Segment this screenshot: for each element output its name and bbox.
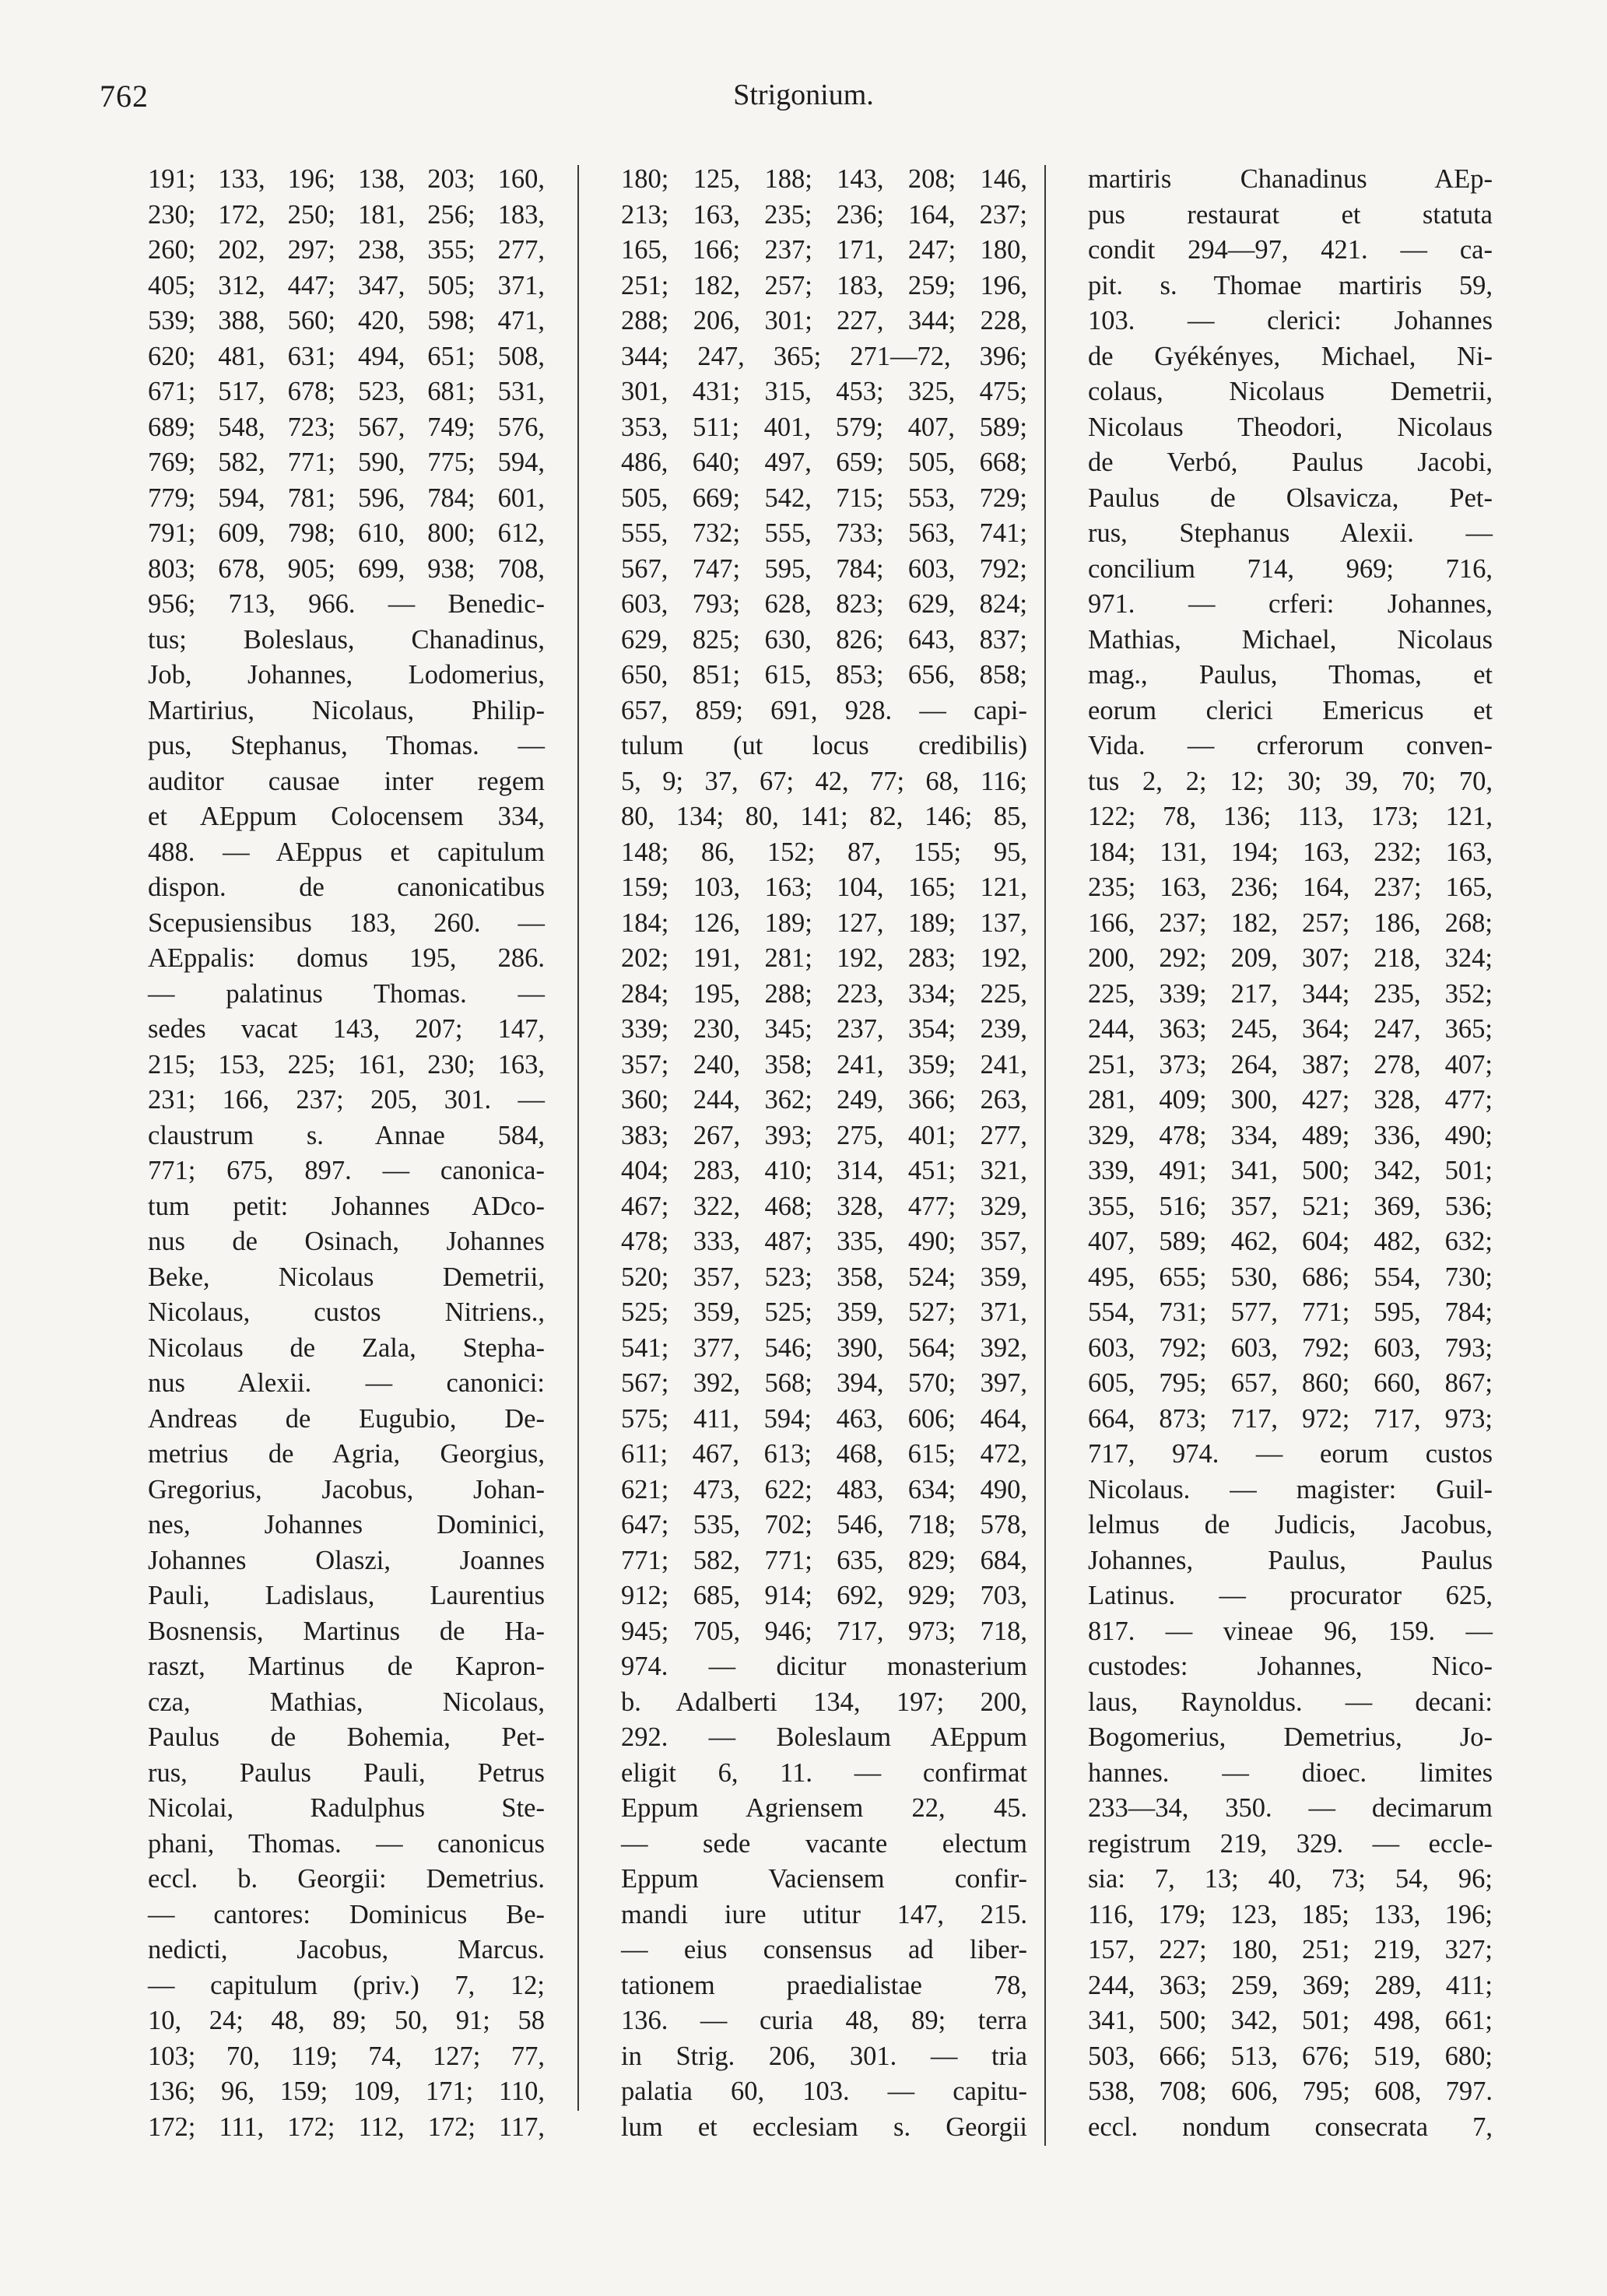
index-line: 200, 292; 209, 307; 218, 324;	[1088, 943, 1493, 973]
index-line: 5, 9; 37, 67; 42, 77; 68, 116;	[621, 766, 1027, 796]
index-line: palatia 60, 103. — capitu-	[621, 2077, 1027, 2106]
index-line: mag., Paulus, Thomas, et	[1088, 660, 1493, 690]
index-line: 136. — curia 48, 89; terra	[621, 2006, 1027, 2035]
index-line: b. Adalberti 134, 197; 200,	[621, 1687, 1027, 1717]
index-line: custodes: Johannes, Nico-	[1088, 1652, 1493, 1681]
index-line: — capitulum (priv.) 7, 12;	[148, 1970, 545, 2000]
index-line: tationem praedialistae 78,	[621, 1970, 1027, 2000]
index-line: pus restaurat et statuta	[1088, 199, 1493, 230]
index-line: 769; 582, 771; 590, 775; 594,	[148, 448, 545, 477]
index-line: Eppum Vaciensem confir-	[621, 1864, 1027, 1894]
index-line: AEppalis: domus 195, 286.	[148, 943, 545, 973]
index-line: eccl. b. Georgii: Demetrius.	[148, 1864, 545, 1894]
index-line: raszt, Martinus de Kapron-	[148, 1652, 545, 1681]
column-divider	[1044, 165, 1046, 2146]
index-line: Latinus. — procurator 625,	[1088, 1581, 1493, 1610]
index-line: 353, 511; 401, 579; 407, 589;	[621, 412, 1027, 442]
index-line: 230; 172, 250; 181, 256; 183,	[148, 199, 545, 230]
index-line: 611; 467, 613; 468, 615; 472,	[621, 1439, 1027, 1469]
index-line: 912; 685, 914; 692, 929; 703,	[621, 1581, 1027, 1610]
index-line: eorum clerici Emericus et	[1088, 695, 1493, 725]
index-line: 136; 96, 159; 109, 171; 110,	[148, 2077, 545, 2106]
index-line: 671; 517, 678; 523, 681; 531,	[148, 377, 545, 406]
index-line: 10, 24; 48, 89; 50, 91; 58	[148, 2006, 545, 2035]
index-line: lum et ecclesiam s. Georgii	[621, 2112, 1027, 2142]
index-line: 717, 974. — eorum custos	[1088, 1439, 1493, 1469]
index-line: 341, 500; 342, 501; 498, 661;	[1088, 2006, 1493, 2035]
index-line: Mathias, Michael, Nicolaus	[1088, 624, 1493, 655]
index-line: rus, Stephanus Alexii. —	[1088, 518, 1493, 548]
index-line: auditor causae inter regem	[148, 766, 545, 796]
index-line: 567, 747; 595, 784; 603, 792;	[621, 553, 1027, 584]
index-line: 281, 409; 300, 427; 328, 477;	[1088, 1085, 1493, 1115]
index-line: 539; 388, 560; 420, 598; 471,	[148, 306, 545, 335]
index-line: Gregorius, Jacobus, Johan-	[148, 1474, 545, 1504]
index-line: eccl. nondum consecrata 7,	[1088, 2112, 1493, 2142]
index-line: nus Alexii. — canonici:	[148, 1368, 545, 1398]
index-line: 103. — clerici: Johannes	[1088, 306, 1493, 335]
index-line: 184; 126, 189; 127, 189; 137,	[621, 908, 1027, 938]
index-line: Paulus de Olsavicza, Pet-	[1088, 483, 1493, 513]
index-line: Scepusiensibus 183, 260. —	[148, 908, 545, 938]
index-line: 357; 240, 358; 241, 359; 241,	[621, 1049, 1027, 1080]
index-line: 165, 166; 237; 171, 247; 180,	[621, 235, 1027, 265]
index-line: 166, 237; 182, 257; 186, 268;	[1088, 908, 1493, 938]
index-line: 650, 851; 615, 853; 656, 858;	[621, 660, 1027, 690]
index-line: 603, 793; 628, 823; 629, 824;	[621, 589, 1027, 619]
index-line: 383; 267, 393; 275, 401; 277,	[621, 1120, 1027, 1150]
index-line: Nicolaus, custos Nitriens.,	[148, 1297, 545, 1327]
index-line: 554, 731; 577, 771; 595, 784;	[1088, 1297, 1493, 1327]
index-line: 538, 708; 606, 795; 608, 797.	[1088, 2077, 1493, 2106]
index-line: nedicti, Jacobus, Marcus.	[148, 1935, 545, 1964]
index-line: 791; 609, 798; 610, 800; 612,	[148, 518, 545, 548]
index-line: 621; 473, 622; 483, 634; 490,	[621, 1474, 1027, 1504]
index-line: 233—34, 350. — decimarum	[1088, 1793, 1493, 1823]
index-line: 467; 322, 468; 328, 477; 329,	[621, 1191, 1027, 1221]
index-line: 215; 153, 225; 161, 230; 163,	[148, 1049, 545, 1080]
index-line: 779; 594, 781; 596, 784; 601,	[148, 483, 545, 513]
index-line: 771; 582, 771; 635, 829; 684,	[621, 1545, 1027, 1575]
index-line: — palatinus Thomas. —	[148, 978, 545, 1009]
index-line: Job, Johannes, Lodomerius,	[148, 660, 545, 690]
index-line: eligit 6, 11. — confirmat	[621, 1757, 1027, 1788]
index-line: Vida. — crferorum conven-	[1088, 731, 1493, 760]
index-line: Nicolai, Radulphus Ste-	[148, 1793, 545, 1823]
index-line: Nicolaus. — magister: Guil-	[1088, 1474, 1493, 1504]
index-line: 180; 125, 188; 143, 208; 146,	[621, 164, 1027, 194]
index-line: 159; 103, 163; 104, 165; 121,	[621, 872, 1027, 902]
index-line: claustrum s. Annae 584,	[148, 1120, 545, 1150]
index-column-3	[1088, 162, 1493, 2145]
index-line: cza, Mathias, Nicolaus,	[148, 1687, 545, 1717]
index-line: 292. — Boleslaum AEppum	[621, 1722, 1027, 1752]
index-line: Bosnensis, Martinus de Ha-	[148, 1616, 545, 1646]
index-line: Nicolaus Theodori, Nicolaus	[1088, 412, 1493, 442]
column-divider	[577, 165, 579, 2111]
index-line: 488. — AEppus et capitulum	[148, 837, 545, 867]
index-line: tum petit: Johannes ADco-	[148, 1191, 545, 1221]
index-line: 80, 134; 80, 141; 82, 146; 85,	[621, 802, 1027, 831]
index-line: Andreas de Eugubio, De-	[148, 1403, 545, 1434]
index-line: 525; 359, 525; 359, 527; 371,	[621, 1297, 1027, 1327]
index-line: 235; 163, 236; 164, 237; 165,	[1088, 872, 1493, 902]
index-column-1	[148, 162, 545, 2145]
index-line: rus, Paulus Pauli, Petrus	[148, 1757, 545, 1788]
index-line: 486, 640; 497, 659; 505, 668;	[621, 448, 1027, 477]
index-line: 495, 655; 530, 686; 554, 730;	[1088, 1262, 1493, 1292]
index-line: 213; 163, 235; 236; 164, 237;	[621, 199, 1027, 230]
index-line: 344; 247, 365; 271—72, 396;	[621, 341, 1027, 371]
index-line: Paulus de Bohemia, Pet-	[148, 1722, 545, 1752]
index-line: nes, Johannes Dominici,	[148, 1510, 545, 1539]
index-line: Johannes Olaszi, Joannes	[148, 1545, 545, 1575]
index-line: 689; 548, 723; 567, 749; 576,	[148, 412, 545, 442]
page-number: 762	[100, 79, 149, 114]
index-line: 148; 86, 152; 87, 155; 95,	[621, 837, 1027, 867]
index-line: Bogomerius, Demetrius, Jo-	[1088, 1722, 1493, 1752]
index-line: 122; 78, 136; 113, 173; 121,	[1088, 802, 1493, 831]
index-line: de Verbó, Paulus Jacobi,	[1088, 448, 1493, 477]
index-line: metrius de Agria, Georgius,	[148, 1439, 545, 1469]
index-line: Pauli, Ladislaus, Laurentius	[148, 1581, 545, 1610]
index-line: 971. — crferi: Johannes,	[1088, 589, 1493, 619]
index-line: 260; 202, 297; 238, 355; 277,	[148, 235, 545, 265]
index-line: 575; 411, 594; 463, 606; 464,	[621, 1403, 1027, 1434]
index-line: in Strig. 206, 301. — tria	[621, 2041, 1027, 2071]
index-line: Eppum Agriensem 22, 45.	[621, 1793, 1027, 1823]
index-line: 284; 195, 288; 223, 334; 225,	[621, 978, 1027, 1009]
index-line: 244, 363; 245, 364; 247, 365;	[1088, 1014, 1493, 1044]
index-line: 103; 70, 119; 74, 127; 77,	[148, 2041, 545, 2071]
index-line: 817. — vineae 96, 159. —	[1088, 1616, 1493, 1646]
index-line: — cantores: Dominicus Be-	[148, 1899, 545, 1929]
index-line: 301, 431; 315, 453; 325, 475;	[621, 377, 1027, 406]
index-line: 360; 244, 362; 249, 366; 263,	[621, 1085, 1027, 1115]
index-line: et AEppum Colocensem 334,	[148, 802, 545, 831]
index-line: 172; 111, 172; 112, 172; 117,	[148, 2112, 545, 2142]
index-line: 664, 873; 717, 972; 717, 973;	[1088, 1403, 1493, 1434]
index-line: sedes vacat 143, 207; 147,	[148, 1014, 545, 1044]
index-line: — eius consensus ad liber-	[621, 1935, 1027, 1964]
index-line: sia: 7, 13; 40, 73; 54, 96;	[1088, 1864, 1493, 1894]
index-line: Johannes, Paulus, Paulus	[1088, 1545, 1493, 1575]
index-line: 478; 333, 487; 335, 490; 357,	[621, 1227, 1027, 1256]
index-line: 202; 191, 281; 192, 283; 192,	[621, 943, 1027, 973]
index-line: Beke, Nicolaus Demetrii,	[148, 1262, 545, 1292]
index-line: 803; 678, 905; 699, 938; 708,	[148, 553, 545, 584]
index-line: 974. — dicitur monasterium	[621, 1652, 1027, 1681]
index-line: 191; 133, 196; 138, 203; 160,	[148, 164, 545, 194]
index-line: 605, 795; 657, 860; 660, 867;	[1088, 1368, 1493, 1398]
index-line: 339; 230, 345; 237, 354; 239,	[621, 1014, 1027, 1044]
index-line: 405; 312, 447; 347, 505; 371,	[148, 270, 545, 300]
index-line: 355, 516; 357, 521; 369, 536;	[1088, 1191, 1493, 1221]
index-line: 629, 825; 630, 826; 643, 837;	[621, 624, 1027, 655]
index-line: pit. s. Thomae martiris 59,	[1088, 270, 1493, 300]
index-line: registrum 219, 329. — eccle-	[1088, 1828, 1493, 1859]
index-line: tus; Boleslaus, Chanadinus,	[148, 624, 545, 655]
index-line: — sede vacante electum	[621, 1828, 1027, 1859]
index-line: pus, Stephanus, Thomas. —	[148, 731, 545, 760]
index-line: 251, 373; 264, 387; 278, 407;	[1088, 1049, 1493, 1080]
index-line: nus de Osinach, Johannes	[148, 1227, 545, 1256]
index-line: 244, 363; 259, 369; 289, 411;	[1088, 1970, 1493, 2000]
index-line: 555, 732; 555, 733; 563, 741;	[621, 518, 1027, 548]
index-line: dispon. de canonicatibus	[148, 872, 545, 902]
index-line: 505, 669; 542, 715; 553, 729;	[621, 483, 1027, 513]
index-line: Nicolaus de Zala, Stepha-	[148, 1332, 545, 1363]
index-column-2	[621, 162, 1027, 2145]
running-head: Strigonium.	[733, 79, 874, 111]
index-line: 541; 377, 546; 390, 564; 392,	[621, 1332, 1027, 1363]
index-line: 503, 666; 513, 676; 519, 680;	[1088, 2041, 1493, 2071]
index-line: 404; 283, 410; 314, 451; 321,	[621, 1156, 1027, 1185]
index-line: 157, 227; 180, 251; 219, 327;	[1088, 1935, 1493, 1964]
index-line: 251; 182, 257; 183, 259; 196,	[621, 270, 1027, 300]
index-line: 771; 675, 897. — canonica-	[148, 1156, 545, 1185]
index-line: 567; 392, 568; 394, 570; 397,	[621, 1368, 1027, 1398]
index-line: colaus, Nicolaus Demetrii,	[1088, 377, 1493, 406]
index-line: de Gyékényes, Michael, Ni-	[1088, 341, 1493, 371]
index-line: laus, Raynoldus. — decani:	[1088, 1687, 1493, 1717]
index-line: 603, 792; 603, 792; 603, 793;	[1088, 1332, 1493, 1363]
index-line: Martirius, Nicolaus, Philip-	[148, 695, 545, 725]
index-line: concilium 714, 969; 716,	[1088, 553, 1493, 584]
index-line: 339, 491; 341, 500; 342, 501;	[1088, 1156, 1493, 1185]
index-line: tus 2, 2; 12; 30; 39, 70; 70,	[1088, 766, 1493, 796]
index-line: 184; 131, 194; 163, 232; 163,	[1088, 837, 1493, 867]
index-line: hannes. — dioec. limites	[1088, 1757, 1493, 1788]
index-line: martiris Chanadinus AEp-	[1088, 164, 1493, 194]
index-line: 620; 481, 631; 494, 651; 508,	[148, 341, 545, 371]
index-line: 657, 859; 691, 928. — capi-	[621, 695, 1027, 725]
index-line: mandi iure utitur 147, 215.	[621, 1899, 1027, 1929]
index-line: 225, 339; 217, 344; 235, 352;	[1088, 978, 1493, 1009]
index-line: 956; 713, 966. — Benedic-	[148, 589, 545, 619]
index-line: condit 294—97, 421. — ca-	[1088, 235, 1493, 265]
index-line: 520; 357, 523; 358, 524; 359,	[621, 1262, 1027, 1292]
index-line: 116, 179; 123, 185; 133, 196;	[1088, 1899, 1493, 1929]
index-line: 647; 535, 702; 546, 718; 578,	[621, 1510, 1027, 1539]
index-line: 407, 589; 462, 604; 482, 632;	[1088, 1227, 1493, 1256]
index-line: phani, Thomas. — canonicus	[148, 1828, 545, 1859]
index-line: tulum (ut locus credibilis)	[621, 731, 1027, 760]
index-line: 288; 206, 301; 227, 344; 228,	[621, 306, 1027, 335]
index-line: lelmus de Judicis, Jacobus,	[1088, 1510, 1493, 1539]
index-line: 329, 478; 334, 489; 336, 490;	[1088, 1120, 1493, 1150]
index-line: 231; 166, 237; 205, 301. —	[148, 1085, 545, 1115]
index-line: 945; 705, 946; 717, 973; 718,	[621, 1616, 1027, 1646]
